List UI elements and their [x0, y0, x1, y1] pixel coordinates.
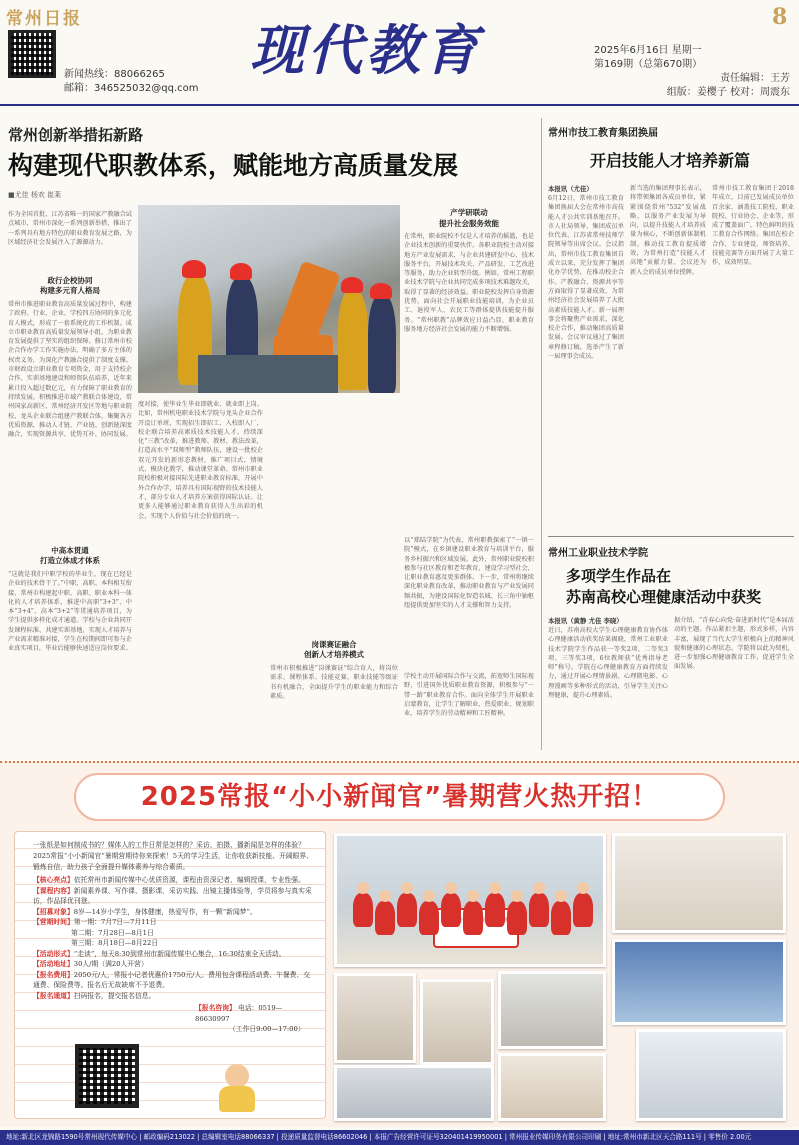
helmet	[230, 263, 252, 280]
staff: 组版：姜樱子 校对：周震东	[666, 87, 790, 98]
story3-byline: 本报讯（黄静 尤佳 李晓）	[548, 617, 623, 625]
child-figure-head	[533, 882, 545, 894]
lead-headline: 构建现代职教体系，赋能地方高质量发展	[8, 151, 459, 180]
ad-info-row	[33, 959, 315, 970]
ad-info-text: 2050元/人，常报小记者优惠价1750元/人。费用包含课程活动费、午餐费、交通费、保险费等。报名后无故缺席不予退费。	[33, 970, 311, 989]
ad-info-row	[33, 949, 315, 960]
ad-info-list	[15, 875, 325, 1001]
child-figure	[551, 901, 571, 935]
date-block	[594, 44, 794, 100]
contact-info	[64, 68, 199, 96]
lead-byline: ■尤佳 杨欢 崔莱	[8, 191, 62, 199]
child-figure-head	[489, 882, 501, 894]
ad-info-tag: 【核心亮点】	[33, 876, 74, 884]
ad-info-row	[33, 938, 315, 949]
story2-byline: 本报讯（尤佳）	[548, 185, 593, 193]
ad-info-tag: 【报名费用】	[33, 970, 74, 979]
lead-text-col3a: 在常州，职业院校不仅是人才培养的摇篮，也是企业技术创新的重要伙伴。各职业院校主动对接地方产业发展需求，与企业共建研发中心、技术服务平台，开展技术攻关、产品研发、工艺改进等服务，助力企业转型升级。例如，常州工程职业技术学院与企业共同完成多项技术难题攻关，取得了显著的经济效益。职业院校发挥自身资源优势，面向社会开展职业技能培训，为企业员工、退役军人、农民工等群体提供技能提升服务。“常州职教”品牌效应日益凸显，职业教育服务地方经济社会发展的能力不断增强。	[404, 233, 534, 333]
child-figure-head	[577, 882, 589, 894]
helmet	[370, 283, 392, 299]
ad-intro: 一张纸是如何制成书的？媒体人的工作日常是怎样的？采访、拍摄、播新闻是怎样的体验？2025常报“小小新闻官”暑期营期待你来探索！5天的学习生活，让你收获新技能、开阔眼界、锻炼自信，助力孩子全面提升媒体素养与综合素质。	[33, 841, 314, 871]
ad-info-tag: 【招募对象】	[33, 907, 74, 916]
ad-title: 2025常报“小小新闻官”暑期营火热开招！	[74, 773, 725, 821]
activity-photo-3	[334, 973, 416, 1063]
activity-photo-6	[334, 1065, 494, 1121]
ad-qr-code-icon	[75, 1044, 139, 1108]
child-figure	[485, 893, 505, 927]
ad-info-text: 第二期：7月28日—8月1日	[71, 928, 154, 937]
student	[338, 290, 368, 390]
child-figure	[573, 893, 593, 927]
activity-photo-8	[636, 1029, 786, 1121]
activity-photo-2	[612, 939, 786, 1025]
lead-text-col1b: “这就是我们中职学校的毕业生，现在已经是企业的技术骨干了。”中职、高职、本科相互衔接，常州市构建起中职、高职、职业本科一体化的人才培养体系，推进中高职“3+3”、中本“3+4”、高本“3+2”等贯通培养项目，为学生提供多样化成才通道。学校与企业共同开发课程标准、共建实训基地，实现人才培养与产业需求精准对接，学生在校期间即可参与企业真实项目，毕业后能够快速适应岗位要求。	[8, 571, 132, 653]
date: 2025年6月16日 星期一	[594, 45, 702, 56]
child-figure	[507, 901, 527, 935]
lead-text-col1a: 常州市推进职业教育高质量发展过程中，构建了政府、行业、企业、学校四方协同的多元化育人模式，形成了一套系统化的工作机制。成立市职业教育高质量发展领导小组，为职业教育发展提供了坚实的组织保障。修订常州市校企合作办学工作实施办法，明确了多方主体的权责义务，为深化产教融合提供了制度支撑。市财政设立职业教育专项资金，用于支持校企合作、实训基地建设和师资队伍培养，近年来累计投入超过数亿元，有力保障了职业教育的持续发展。积极推进市域产教联合体建设，常州国家高新区、常州经济开发区等地与职业院校、龙头企业联合组建产教联合体，集聚各方优质资源，推动人才链、产业链、创新链深度融合，实现资源共享、优势互补、协同发展。	[8, 301, 132, 439]
ad-info-row	[33, 907, 315, 918]
child-figure-head	[445, 882, 457, 894]
ad-info-tag: 【报名通道】	[33, 991, 74, 1000]
helmet	[182, 260, 206, 278]
child-figure	[397, 893, 417, 927]
ad-info-tag: 【课程内容】	[33, 886, 74, 895]
lead-text-col2a: 度对接，使毕业生毕业即就业、就业即上岗。比如，常州机电职业技术学院与龙头企业合作开设订单班，实现招生即招工、入校即入厂，校企联合培养高素质技术技能人才。持续深化“三教”改革，推进教师、教材、教法改革，打造高水平“双师型”教师队伍，建设一批校企双元开发的新形态教材，推广项目式、情境式、模块化教学，推动课堂革命。常州市职业院校积极对接国际先进职业教育标准，开展中外合作办学，培养具有国际视野的技术技能人才，部分专业人才培养方案获得国际认证。让更多人能够通过职业教育获得人生出彩的机会，实现个人价值与社会价值的统一。	[138, 401, 263, 520]
issue: 第169期（总第670期）	[594, 59, 703, 70]
child-figure-head	[511, 890, 523, 902]
ad-contact	[15, 1001, 325, 1035]
hotline: 新闻热线：88066265	[64, 69, 165, 80]
ad-info-text: 依托常州市新闻传媒中心优质资源，课程由资深记者、编辑授课，专业性强。	[73, 876, 305, 884]
lead-text-col2a-cont	[270, 400, 398, 636]
story3-kicker: 常州工业职业技术学院	[548, 548, 648, 559]
story2-headline: 开启技能人才培养新篇	[590, 151, 751, 170]
activity-photo-7	[498, 1053, 606, 1121]
story2-text-c: 常州市技工教育集团于2018年成立，目前已发展成员单位百余家，涵盖技工院校、职业院校、行业协会、企业等，形成了覆盖面广、特色鲜明的技工教育合作网络。集团在校企合作、专业建设、师资培养、技能竞赛等方面开展了大量工作，成效明显。	[712, 185, 794, 267]
lead-kicker: 常州创新举措拓新路	[8, 126, 144, 144]
ad-info-row	[33, 917, 315, 928]
lead-text-col3b: 以“郑陆学院”为代表，常州职教探索了“一镇一院”模式，在乡镇建设职业教育与培训平台，服务乡村振兴和区域发展。此外，常州职业院校积极参与社区教育和老年教育，建设学习型社会，让职业教育惠及更多群体。下一步，常州将继续深化职业教育改革，推动职业教育与产业发展同频共振，为建设国际化智造名城、长三角中轴枢纽提供更加坚实的人才支撑和智力支持。	[404, 537, 534, 610]
activity-photo-1	[612, 833, 786, 933]
story2-text-a: 6月12日，常州市技工教育集团换届大会在常州市高技能人才公共实训基地召开。市人社局领导、集团成员单位代表、江苏省常州技师学院领导等出席会议。会议指出，常州市技工教育集团自成立以来，充分发挥了集团化办学优势，在推动校企合作、产教融合、资源共享等方面取得了显著成效，为常州经济社会发展培养了大批高素质技能人才。新一届理事会将聚焦产业需求，深化校企合作，推动集团高质量发展。会议审议通过了集团章程修订稿，选举产生了新一届理事会成员。	[548, 195, 624, 361]
lead-intro: 作为全国首批、江苏省唯一的国家产教融合试点城市，常州市深化一系列创新举措，推出了一系列具有地方特色的职业教育发展之路，为区域经济社会发展注入了源源动力。	[8, 211, 132, 246]
story2-kicker: 常州市技工教育集团换届	[548, 128, 658, 139]
lead-subhead-4: 产学研联动 提升社会服务效能	[439, 208, 499, 228]
child-figure-head	[467, 890, 479, 902]
ad-info-text: 8岁—14岁小学生，身体健康，热爱写作，有一颗“新闻梦”。	[73, 907, 257, 916]
lead-text-col3c: 学校主动开展国际合作与交流，拓宽师生国际视野，引进国外优质职业教育资源，积极参与“一带一路”职业教育合作。面向全体学生开展职业启蒙教育，让学生了解职业、热爱职业、规划职业，培养学生的劳动精神和工匠精神。	[404, 673, 534, 718]
lead-text-col2b: 常州市积极推进“岗课赛证”综合育人，将岗位需求、课程体系、技能竞赛、职业技能等级证书有机融合，全面提升学生的职业能力和综合素质。	[270, 665, 398, 700]
child-figure-head	[423, 890, 435, 902]
editor: 责任编辑：王芳	[720, 73, 790, 84]
ad-contact-hours: （工作日9:00—17:00）	[229, 1025, 305, 1033]
story3-headline: 多项学生作品在 苏南高校心理健康活动中获奖	[566, 567, 762, 606]
child-figure-head	[379, 890, 391, 902]
ad-info-tag: 【活动形式】	[33, 949, 74, 958]
child-figure-head	[555, 890, 567, 902]
ad-contact-phone: 电话：0519—86630997	[195, 1004, 283, 1023]
page-number: 8	[772, 4, 788, 30]
child-figure-head	[357, 882, 369, 894]
ad-info-text: 扫码报名，提交报名信息。	[73, 991, 156, 1000]
child-figure	[441, 893, 461, 927]
helmet	[341, 277, 363, 293]
summer-camp-ad	[0, 761, 799, 1127]
ad-info-row	[33, 875, 315, 886]
paper-name-logo: 常州日报	[6, 9, 82, 29]
story3-text-a: 近日，苏南高校大学生心理健康教育协作体心理健康活动获奖结果揭晓，常州工业职业技术学院学生作品获一等奖2项、二等奖3项、三等奖3项，6位教师获“优秀指导老师”称号。学院在心理健康教育方面持续发力，通过开展心理情景剧、心理微电影、心理漫画等多种形式的活动，引导学生关注心理健康，提升心理素质。	[548, 627, 668, 700]
child-figure	[529, 893, 549, 927]
ad-info-row	[33, 928, 315, 939]
child-figure	[419, 901, 439, 935]
story-divider	[548, 536, 794, 537]
masthead	[0, 0, 799, 110]
ad-info-card	[14, 831, 326, 1119]
child-figure	[353, 893, 373, 927]
ad-info-text: 第一期：7月7日—7月11日	[73, 918, 157, 926]
ad-info-row	[33, 886, 315, 907]
lead-subhead-2: 中高本贯通 打造立体成才体系	[40, 546, 100, 565]
lead-subhead-1: 政行企校协同 构建多元育人格局	[40, 276, 100, 295]
lead-subhead-3: 岗课赛证融合 创新人才培养模式	[304, 640, 364, 659]
lead-photo	[138, 205, 400, 393]
qr-code-icon	[8, 30, 56, 78]
masthead-rule	[0, 104, 799, 106]
activity-photo-4	[420, 979, 494, 1065]
story3-text-b: 据介绍，“青春心向党·奋进新时代”是本届活动的主题。作品紧扣主题，形式多样，内容丰富，展现了当代大学生积极向上的精神风貌和健康的心理状态。学院将以此为契机，进一步加强心理健康教育工作，促进学生全面发展。	[674, 617, 794, 671]
ad-info-tag: 【营期时间】	[33, 918, 74, 926]
student	[368, 295, 396, 393]
child-figure	[463, 901, 483, 935]
ad-info-text: 第三期：8月18日—8月22日	[71, 939, 159, 947]
child-figure	[375, 901, 395, 935]
ad-info-row	[33, 991, 315, 1002]
workbench	[198, 355, 338, 393]
ad-contact-tag: 【报名咨询】	[195, 1004, 236, 1012]
group-photo	[334, 833, 606, 967]
ad-info-text: 新闻素养课、写作课、摄影课、采访实践、出镜主播体验等，学员将参与真实采访，作品择优刊登。	[33, 886, 312, 905]
ad-info-text: “走读”，每天8:30到常州市新闻传媒中心集合，16:30结束全天活动。	[73, 949, 286, 958]
section-title: 现代教育	[250, 18, 482, 82]
child-figure-head	[401, 882, 413, 894]
ad-info-text: 30人/期（满20人开营）	[73, 960, 148, 968]
column-rule	[541, 118, 542, 750]
footer-bar: 地址:新北区龙锦路1590号常州现代传媒中心 | 邮政编码213022 | 总编辑室电话88066337 | 投递质量监督电话86602046 | 本报广告经营许可证号320401419950001 | 常州报业传媒印务有限公司印刷 | 地址:常州市新北区天合路111号 | 零售价 2.00元	[0, 1130, 799, 1145]
ad-info-tag: 【活动地址】	[33, 960, 74, 968]
activity-photo-5	[498, 971, 606, 1049]
email: 邮箱：346525032@qq.com	[64, 83, 199, 94]
mascot-icon	[211, 1064, 263, 1112]
ad-info-row	[33, 970, 315, 991]
story2-text-b: 新当选的集团理事长表示，将带领集团各成员单位，紧紧围绕常州“532”发展战略，以服务产业发展为导向，以提升技能人才培养质量为核心，不断创新体制机制，推动技工教育提质增效，为常州打造“技能人才高地”贡献力量。会议还为新入会的成员单位授牌。	[630, 185, 706, 276]
